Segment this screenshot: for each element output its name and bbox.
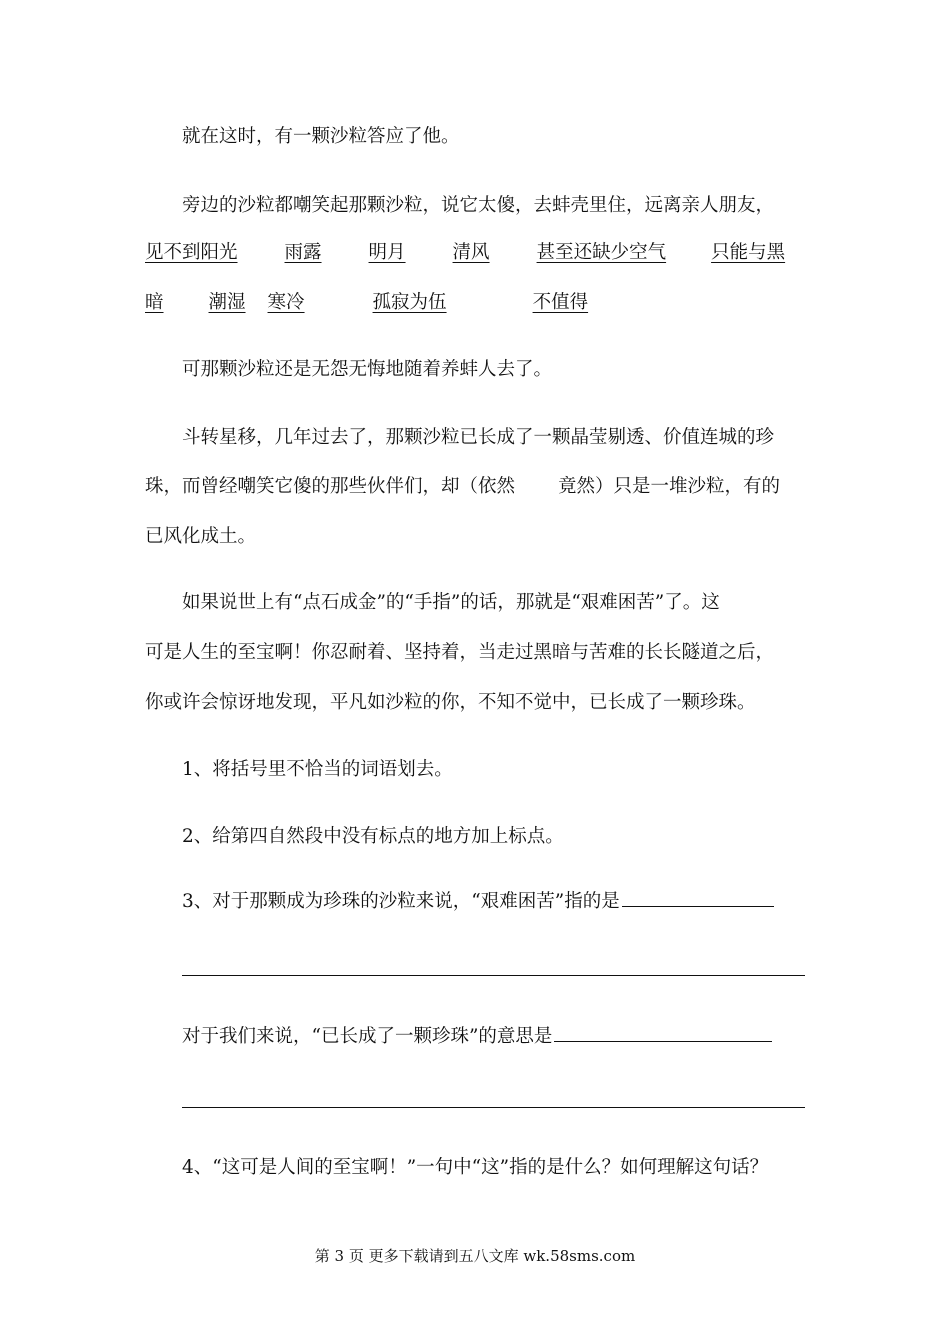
question-4: 4、“这可是人间的至宝啊！”一句中“这”指的是什么？如何理解这句话？: [182, 1157, 769, 1178]
text-segment: 珠，而曾经嘲笑它傻的那些伙伴们，却（依然: [145, 476, 516, 497]
paragraph-4-line-3: 已风化成土。: [145, 526, 257, 547]
paragraph-5-line-2: 可是人生的至宝啊！你忍耐着、坚持着，当走过黑暗与苦难的长长隧道之后，: [145, 642, 775, 663]
answer-blank[interactable]: [554, 1040, 772, 1042]
word: 甚至还缺少空气: [536, 242, 667, 263]
answer-line[interactable]: [182, 975, 805, 976]
question-3-text: 3、对于那颗成为珍珠的沙粒来说，“艰难困苦”指的是: [182, 891, 620, 912]
answer-line[interactable]: [182, 1107, 805, 1108]
paragraph-5-line-1: 如果说世上有“点石成金”的“手指”的话，那就是“艰难困苦”了。这: [182, 592, 720, 613]
word: 暗: [145, 292, 164, 313]
paragraph-2-line-1: 旁边的沙粒都嘲笑起那颗沙粒，说它太傻，去蚌壳里住，远离亲人朋友，: [182, 195, 775, 216]
question-3b: [182, 1024, 805, 1050]
word: 雨露: [284, 242, 322, 263]
question-1: 1、将括号里不恰当的词语划去。: [182, 759, 453, 780]
paragraph-1: 就在这时，有一颗沙粒答应了他。: [182, 126, 460, 147]
question-2: 2、给第四自然段中没有标点的地方加上标点。: [182, 826, 564, 847]
word: 只能与黑: [711, 242, 786, 263]
paragraph-3: 可那颗沙粒还是无怨无悔地随着养蚌人去了。: [182, 359, 553, 380]
word: 明月: [368, 242, 406, 263]
text-segment: 竟然）只是一堆沙粒，有的: [558, 476, 781, 497]
word: 潮湿: [208, 292, 246, 313]
paragraph-5-line-3: 你或许会惊讶地发现，平凡如沙粒的你，不知不觉中，已长成了一颗珍珠。: [145, 692, 756, 713]
paragraph-2-line-3: [145, 290, 805, 316]
paragraph-4-line-1: 斗转星移，几年过去了，那颗沙粒已长成了一颗晶莹剔透、价值连城的珍: [182, 427, 775, 448]
word: 寒冷: [267, 292, 305, 313]
paragraph-2-line-2: [145, 240, 805, 266]
question-3: [182, 889, 805, 915]
page-footer: 第 3 页 更多下载请到五八文库 wk.58sms.com: [314, 1247, 636, 1265]
word: 见不到阳光: [145, 242, 238, 263]
question-3b-text: 对于我们来说，“已长成了一颗珍珠”的意思是: [182, 1026, 553, 1047]
answer-blank[interactable]: [622, 905, 774, 907]
word: 不值得: [532, 292, 589, 313]
paragraph-4-line-2: [145, 474, 805, 500]
word: 清风: [452, 242, 490, 263]
word: 孤寂为伍: [372, 292, 447, 313]
